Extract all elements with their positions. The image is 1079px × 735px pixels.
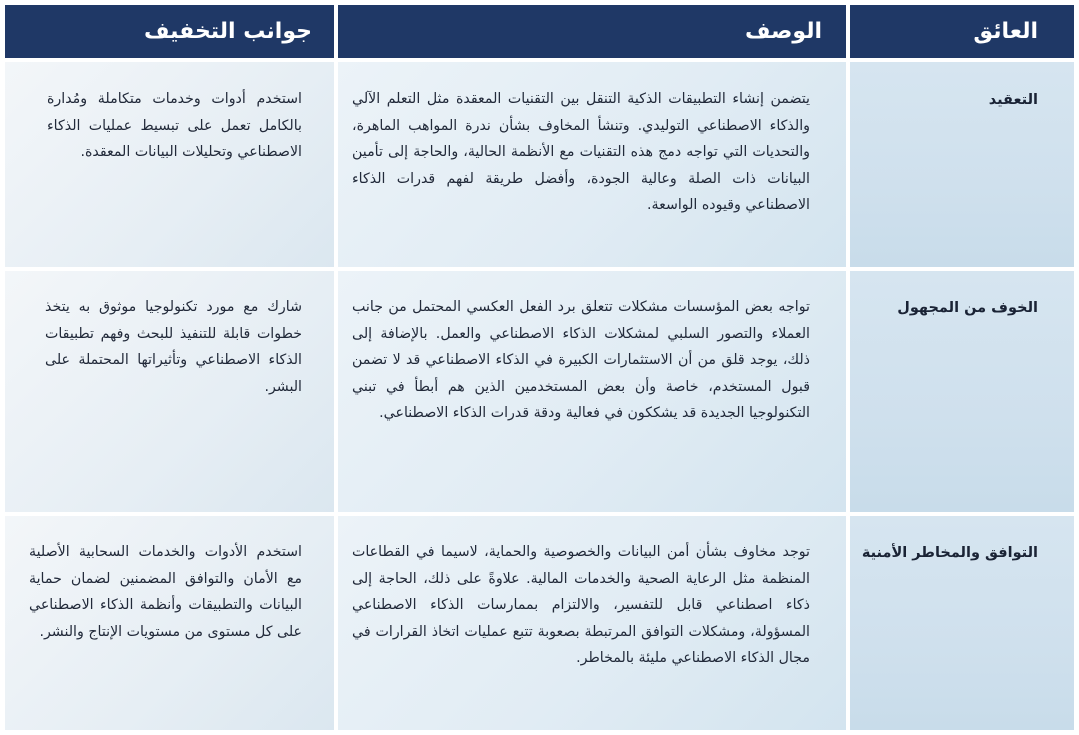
row-3-obstacle-text: التوافق والمخاطر الأمنية — [861, 545, 1038, 561]
table-row-3-mitigation — [5, 516, 334, 730]
row-1-description-text: يتضمن إنشاء التطبيقات الذكية التنقل بين التقنيات المعقدة مثل التعلم الآلي والذكاء الاصطناعي التوليدي. وتنشأ المخاوف بشأن ندرة المواهب الماهرة، والتحديات التي تواجه دمج هذه التقنيات مع الأنظمة الحالية، والحاجة إلى تأمين البيانات ذات الصلة وعالية الجودة، وأفضل طريقة لفهم قدرات الذكاء الاصطناعي وقيوده الواسعة. — [352, 91, 810, 214]
header-description-label: الوصف — [744, 19, 822, 44]
row-2-description-text: تواجه بعض المؤسسات مشكلات تتعلق برد الفعل العكسي المحتمل من جانب العملاء والتصور السلبي لمشكلات الذكاء الاصطناعي والعمل. بالإضافة إلى ذلك، يوجد قلق من أن الاستثمارات الكبيرة في الذكاء الاصطناعي قد لا تضمن قبول المستخدم، خاصة وأن بعض المستخدمين الذين هم أبطأ في تبني التكنولوجيا الجديدة قد يشككون في فعالية ودقة قدرات الذكاء الاصطناعي. — [352, 299, 810, 422]
header-mitigation — [5, 5, 334, 58]
header-obstacle-label: العائق — [973, 19, 1038, 44]
table-row-1-description — [338, 62, 846, 267]
table-row-1-obstacle — [850, 62, 1074, 267]
table-row-1-mitigation — [5, 62, 334, 267]
row-1-mitigation-text: استخدم أدوات وخدمات متكاملة ومُدارة بالكامل تعمل على تبسيط عمليات الذكاء الاصطناعي وتحليلات البيانات المعقدة. — [47, 91, 302, 161]
row-2-obstacle-text: الخوف من المجهول — [897, 300, 1038, 316]
table-row-3-obstacle — [850, 516, 1074, 730]
row-3-mitigation-text: استخدم الأدوات والخدمات السحابية الأصلية مع الأمان والتوافق المضمنين لضمان حماية البيانات والتطبيقات وأنظمة الذكاء الاصطناعي على كل مستوى من مستويات الإنتاج والنشر. — [29, 544, 302, 640]
table-row-3-description — [338, 516, 846, 730]
header-obstacle — [850, 5, 1074, 58]
table-row-2-obstacle — [850, 271, 1074, 512]
row-1-obstacle-text: التعقيد — [988, 92, 1038, 108]
table-row-2-mitigation — [5, 271, 334, 512]
row-3-description-text: توجد مخاوف بشأن أمن البيانات والخصوصية والحماية، لاسيما في القطاعات المنظمة مثل الرعاية الصحية والخدمات المالية. علاوةً على ذلك، الحاجة إلى ذكاء اصطناعي قابل للتفسير، والالتزام بممارسات الذكاء الاصطناعي المسؤولة، ومشكلات التوافق المرتبطة بصعوبة تتبع عمليات اتخاذ القرارات في مجال الذكاء الاصطناعي مليئة بالمخاطر. — [352, 544, 810, 667]
header-mitigation-label: جوانب التخفيف — [143, 19, 312, 44]
table-row-2-description — [338, 271, 846, 512]
row-2-mitigation-text: شارك مع مورد تكنولوجيا موثوق به يتخذ خطوات قابلة للتنفيذ للبحث وفهم تطبيقات الذكاء الاصطناعي وتأثيراتها المحتملة على البشر. — [45, 299, 302, 395]
header-description — [338, 5, 846, 58]
